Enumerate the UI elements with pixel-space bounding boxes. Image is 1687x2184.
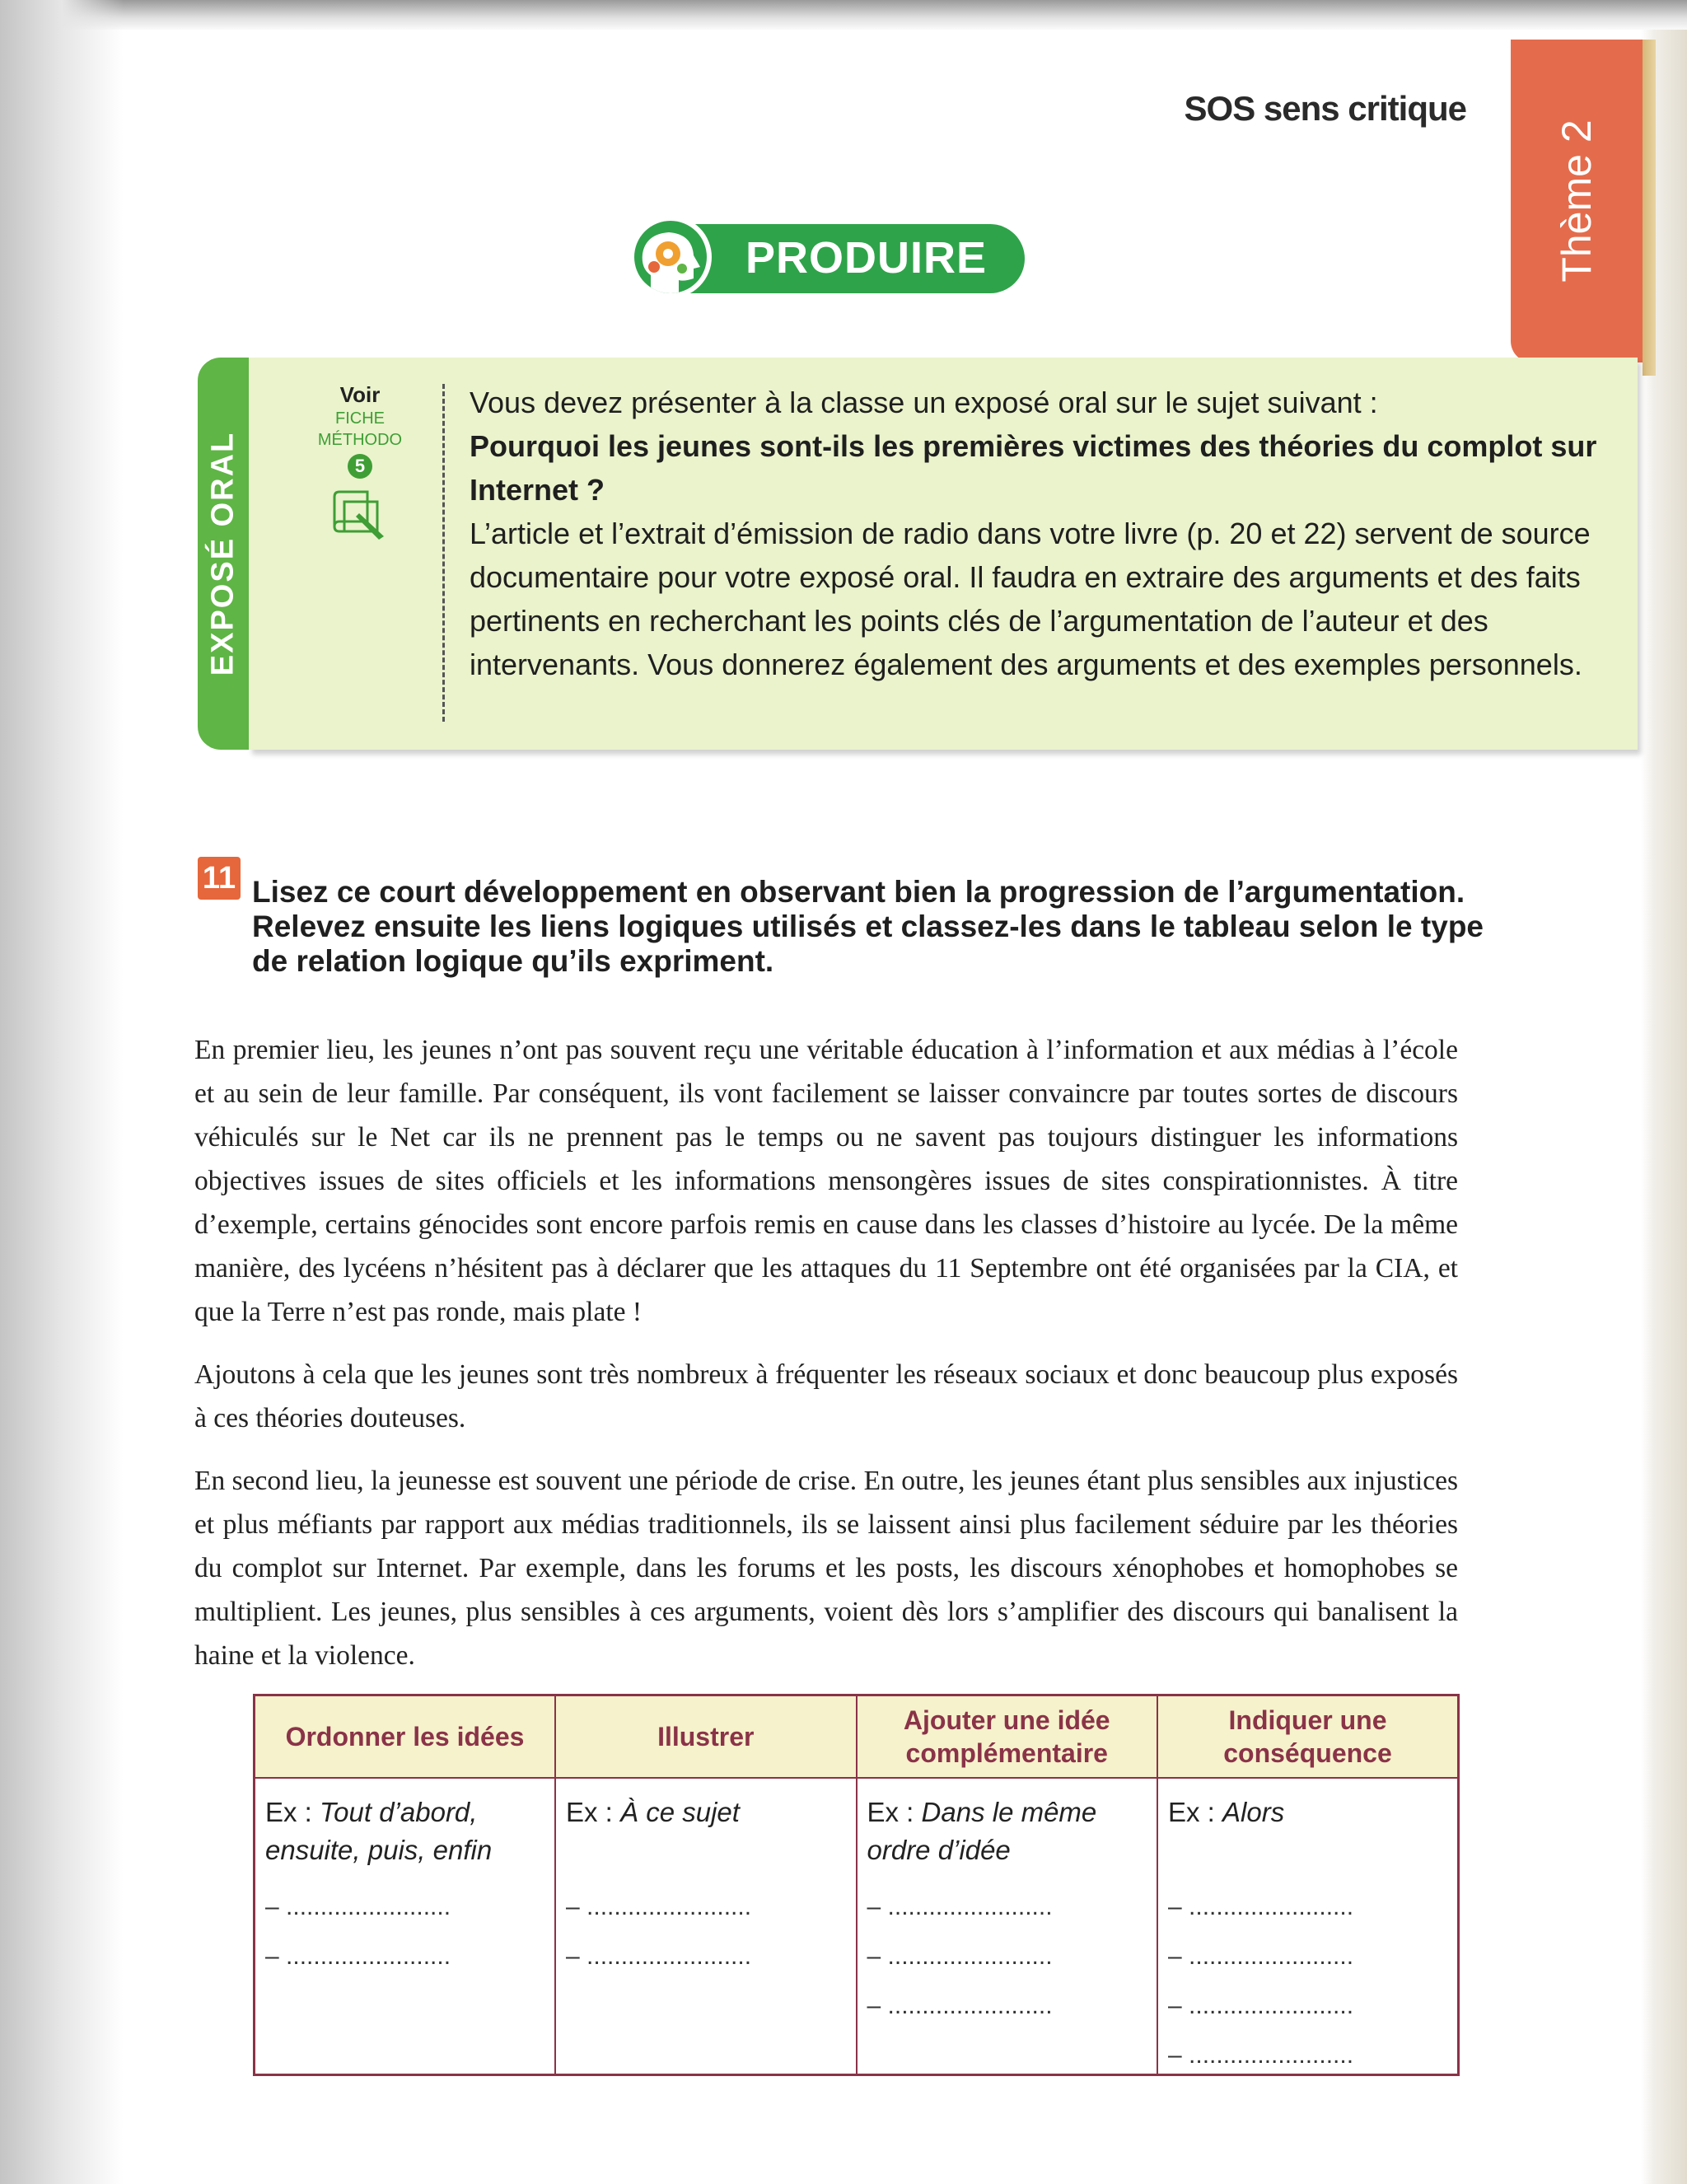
expose-intro: Vous devez présenter à la classe un exposé oral sur le sujet suivant : bbox=[470, 386, 1378, 419]
example-illustrer bbox=[566, 1793, 843, 1876]
page-header-title: SOS sens critique bbox=[1184, 89, 1466, 128]
answer-line[interactable]: – ........................ bbox=[265, 1943, 451, 1970]
exercise-instruction: Lisez ce court développement en observant bien la progression de l’argumentation. Relevez ensuite les liens logiques utilisés et classez-les dans le tableau selon le type de relation logique qu’ils expriment. bbox=[252, 875, 1484, 978]
table-header-row bbox=[255, 1695, 1459, 1779]
answer-line[interactable]: – ........................ bbox=[867, 1992, 1053, 2019]
header-illustrer: Illustrer bbox=[555, 1695, 857, 1779]
cell-ajouter bbox=[857, 1778, 1158, 2075]
answer-line[interactable]: – ........................ bbox=[1168, 1893, 1354, 1920]
expose-oral-band bbox=[198, 358, 249, 750]
dashed-separator bbox=[442, 384, 445, 722]
example-ajouter bbox=[867, 1793, 1144, 1876]
expose-oral-text bbox=[470, 381, 1623, 686]
expose-instructions: L’article et l’extrait d’émission de radio dans votre livre (p. 20 et 22) servent de source documentaire pour votre exposé oral. Il faudra en extraire des arguments et des faits pertinents en recherchant les points clés de l’argumentation de l’auteur et des intervenants. Vous donnerez également des arguments et des exemples personnels. bbox=[470, 517, 1591, 681]
header-ajouter: Ajouter une idée complémentaire bbox=[857, 1695, 1158, 1779]
cell-consequence bbox=[1157, 1778, 1459, 2075]
cell-illustrer bbox=[555, 1778, 857, 2075]
scan-shadow-left bbox=[0, 0, 124, 2184]
answer-line[interactable]: – ........................ bbox=[566, 1943, 752, 1970]
logic-links-table bbox=[253, 1694, 1460, 2076]
answer-line[interactable]: – ........................ bbox=[867, 1893, 1053, 1920]
exercise-number-badge: 11 bbox=[198, 857, 241, 900]
paragraph-2: Ajoutons à cela que les jeunes sont très nombreux à fréquenter les réseaux sociaux et donc beaucoup plus exposés à ces théories douteuses. bbox=[194, 1359, 1458, 1433]
voir-fiche: FICHE bbox=[335, 409, 385, 428]
answer-line[interactable]: – ........................ bbox=[867, 1943, 1053, 1970]
theme-tab bbox=[1511, 40, 1643, 362]
voir-methodo: MÉTHODO bbox=[317, 431, 403, 449]
theme-strip bbox=[1643, 40, 1656, 376]
example-text: Tout d’abord, ensuite, puis, enfin bbox=[265, 1797, 493, 1865]
answer-line[interactable]: – ........................ bbox=[265, 1893, 451, 1920]
paragraph-3: En second lieu, la jeunesse est souvent une période de crise. En outre, les jeunes étant plus sensibles aux injustices et plus méfiants par rapport aux médias traditionnels, ils se laissent ainsi plus facilement séduire par les théories du complot sur Internet. Par exemple, dans les forums et les posts, les discours xénophobes et homophobes se multiplient. Les jeunes, plus sensibles à ces arguments, voient dès lors s’amplifier des discours qui banalisent la haine et la violence. bbox=[194, 1466, 1458, 1671]
scan-shadow-top bbox=[0, 0, 1687, 30]
theme-tab-label: Thème 2 bbox=[1554, 119, 1600, 283]
ex-prefix: Ex : bbox=[265, 1797, 320, 1827]
produire-banner bbox=[634, 224, 1025, 293]
table-row bbox=[255, 1778, 1459, 2075]
argument-text bbox=[194, 1028, 1458, 1696]
example-text: Alors bbox=[1222, 1797, 1285, 1827]
answer-line[interactable]: – ........................ bbox=[1168, 1943, 1354, 1970]
cell-ordonner bbox=[255, 1778, 556, 2075]
methodo-number: 5 bbox=[348, 454, 372, 479]
methodo-reference bbox=[315, 382, 405, 541]
document-pencil-icon bbox=[329, 489, 390, 541]
header-consequence: Indiquer une conséquence bbox=[1157, 1695, 1459, 1779]
ex-prefix: Ex : bbox=[867, 1797, 922, 1827]
voir-title: Voir bbox=[339, 382, 381, 407]
expose-oral-body bbox=[249, 358, 1638, 750]
header-ordonner: Ordonner les idées bbox=[255, 1695, 556, 1779]
example-text: À ce sujet bbox=[620, 1797, 740, 1827]
expose-oral-label: EXPOSÉ ORAL bbox=[205, 431, 241, 676]
head-gears-icon bbox=[629, 216, 712, 298]
answer-line[interactable]: – ........................ bbox=[566, 1893, 752, 1920]
ex-prefix: Ex : bbox=[1168, 1797, 1223, 1827]
expose-oral-box bbox=[198, 358, 1638, 758]
answer-line[interactable]: – ........................ bbox=[1168, 1992, 1354, 2019]
example-consequence bbox=[1168, 1793, 1444, 1876]
paragraph-1: En premier lieu, les jeunes n’ont pas souvent reçu une véritable éducation à l’information et aux médias à l’école et au sein de leur famille. Par conséquent, ils vont facilement se laisser convaincre par toutes sortes de discours véhiculés sur le Net car ils ne prennent pas le temps ou ne savent pas toujours distinguer les informations objectives issues de sites officiels et les informations mensongères issues de sites conspirationnistes. À titre d’exemple, certains génocides sont encore parfois remis en cause dans les classes d’histoire au lycée. De la même manière, des lycéens n’hésitent pas à déclarer que les attaques du 11 Septembre ont été organisées par la CIA, et que la Terre n’est pas ronde, mais plate ! bbox=[194, 1035, 1458, 1327]
expose-question: Pourquoi les jeunes sont-ils les premières victimes des théories du complot sur Internet ? bbox=[470, 429, 1597, 507]
example-text: Dans le même ordre d’idée bbox=[867, 1797, 1097, 1865]
answer-line[interactable]: – ........................ bbox=[1168, 2041, 1354, 2069]
example-ordonner bbox=[265, 1793, 541, 1876]
produire-label: PRODUIRE bbox=[745, 233, 988, 283]
ex-prefix: Ex : bbox=[566, 1797, 621, 1827]
